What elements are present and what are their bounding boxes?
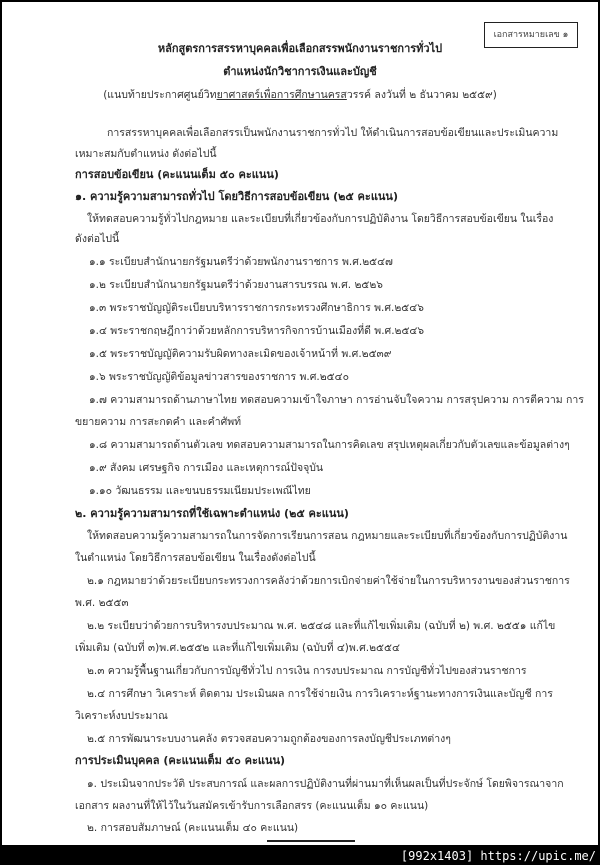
list-item: ๑.๖ พระราชบัญญัติข้อมูลข่าวสารของราชการ พ.ศ.๒๕๔๐ [89, 371, 349, 383]
subtitle [2, 88, 598, 102]
evaluation-item: ๑. ประเมินจากประวัติ ประสบการณ์ และผลการปฏิบัติงานที่ผ่านมาที่เห็นผลเป็นที่ประจักษ์ โดยพิจารณาจาก [87, 778, 564, 790]
list-item: ๒.๑ กฎหมายว่าด้วยระเบียบกระทรวงการคลังว่าด้วยการเบิกจ่ายค่าใช้จ่ายในการบริหารงานของส่วนราชการ [87, 575, 570, 587]
document-number-box: เอกสารหมายเลข ๑ [484, 22, 578, 48]
part1-desc-1: ให้ทดสอบความรู้ทั่วไปกฎหมาย และระเบียบที่เกี่ยวข้องกับการปฏิบัติงาน โดยวิธีการสอบข้อเขียน ในเรื่อง [87, 213, 554, 225]
part2-desc-2: ในตำแหน่ง โดยวิธีการสอบข้อเขียน ในเรื่องดังต่อไปนี้ [75, 552, 316, 564]
list-item: ๒.๒ ระเบียบว่าด้วยการบริหารงบประมาณ พ.ศ. ๒๕๔๘ และที่แก้ไขเพิ่มเติม (ฉบับที่ ๒) พ.ศ. ๒๕๕๑ แก้ไข [87, 620, 556, 632]
list-item-continued: พ.ศ. ๒๕๕๓ [75, 597, 129, 609]
list-item-continued: ขยายความ การสะกดคำ และคำศัพท์ [75, 416, 242, 428]
document-page [2, 2, 598, 845]
part2-desc-1: ให้ทดสอบความรู้ความสามารถในการจัดการเรียนการสอน กฎหมายและระเบียบที่เกี่ยวข้องกับการปฏิบัติงาน [87, 530, 568, 542]
part2-heading: ๒. ความรู้ความสามารถที่ใช้เฉพาะตำแหน่ง (๒๕ คะแนน) [75, 507, 349, 520]
subtitle-post: วรรค์ ลงวันที่ ๒ ธันวาคม ๒๕๕๙) [346, 89, 497, 101]
written-exam-heading: การสอบข้อเขียน (คะแนนเต็ม ๕๐ คะแนน) [75, 168, 279, 181]
intro-line-2: เหมาะสมกับตำแหน่ง ดังต่อไปนี้ [75, 148, 217, 160]
list-item: ๑.๔ พระราชกฤษฎีกาว่าด้วยหลักการบริหารกิจการบ้านเมืองที่ดี พ.ศ.๒๕๔๖ [89, 325, 425, 337]
evaluation-heading: การประเมินบุคคล (คะแนนเต็ม ๕๐ คะแนน) [75, 754, 286, 767]
list-item-continued: เพิ่มเติม (ฉบับที่ ๓)พ.ศ.๒๕๕๒ และที่แก้ไขเพิ่มเติม (ฉบับที่ ๔)พ.ศ.๒๕๕๔ [75, 642, 400, 654]
part1-heading: ๑. ความรู้ความสามารถทั่วไป โดยวิธีการสอบข้อเขียน (๒๕ คะแนน) [75, 190, 398, 203]
evaluation-item: ๒. การสอบสัมภาษณ์ (คะแนนเต็ม ๔๐ คะแนน) [87, 822, 299, 834]
list-item: ๑.๙ สังคม เศรษฐกิจ การเมือง และเหตุการณ์ปัจจุบัน [89, 462, 324, 474]
position-title: ตำแหน่งนักวิชาการเงินและบัญชี [223, 65, 377, 78]
evaluation-item-continued: เอกสาร ผลงานที่ให้ไว้ในวันสมัครเข้ารับการเลือกสรร (คะแนนเต็ม ๑๐ คะแนน) [75, 800, 429, 812]
list-item: ๒.๓ ความรู้พื้นฐานเกี่ยวกับการบัญชีทั่วไป การเงิน การงบประมาณ การบัญชีทั่วไปของส่วนราชการ [87, 665, 527, 677]
part1-desc-2: ดังต่อไปนี้ [75, 233, 120, 245]
list-item: ๑.๕ พระราชบัญญัติความรับผิดทางละเมิดของเจ้าหน้าที่ พ.ศ.๒๕๓๙ [89, 348, 392, 360]
image-host-watermark: [992x1403] https://upic.me/ [400, 849, 596, 863]
subtitle-pre: (แนบท้ายประกาศศูนย์วิท [103, 89, 217, 101]
list-item: ๒.๕ การพัฒนาระบบงานคลัง ตรวจสอบความถูกต้องของการลงบัญชีประเภทต่างๆ [87, 733, 451, 745]
list-item: ๑.๑๐ วัฒนธรรม และขนบธรรมเนียมประเพณีไทย [89, 485, 311, 497]
end-divider [267, 840, 355, 842]
subtitle-underlined: ยาศาสตร์เพื่อการศึกษานครส [216, 89, 347, 101]
list-item: ๑.๓ พระราชบัญญัติระเบียบบริหารราชการกระทรวงศึกษาธิการ พ.ศ.๒๕๔๖ [89, 302, 424, 314]
list-item-continued: วิเคราะห์งบประมาณ [75, 710, 168, 722]
document-title: หลักสูตรการสรรหาบุคคลเพื่อเลือกสรรพนักงานราชการทั่วไป [157, 42, 443, 55]
intro-line-1: การสรรหาบุคคลเพื่อเลือกสรรเป็นพนักงานราชการทั่วไป ให้ดำเนินการสอบข้อเขียนและประเมินความ [107, 127, 559, 139]
list-item: ๑.๗ ความสามารถด้านภาษาไทย ทดสอบความเข้าใจภาษา การอ่านจับใจความ การสรุปความ การตีความ การ [89, 394, 584, 406]
list-item: ๑.๒ ระเบียบสำนักนายกรัฐมนตรีว่าด้วยงานสารบรรณ พ.ศ. ๒๕๒๖ [89, 279, 383, 291]
list-item: ๑.๘ ความสามารถด้านตัวเลข ทดสอบความสามารถในการคิดเลข สรุปเหตุผลเกี่ยวกับตัวเลขและข้อมูลต่างๆ [89, 439, 570, 451]
list-item: ๑.๑ ระเบียบสำนักนายกรัฐมนตรีว่าด้วยพนักงานราชการ พ.ศ.๒๕๔๗ [89, 256, 393, 268]
list-item: ๒.๔ การศึกษา วิเคราะห์ ติดตาม ประเมินผล การใช้จ่ายเงิน การวิเคราะห์ฐานะทางการเงินและบัญชี การ [87, 688, 553, 700]
